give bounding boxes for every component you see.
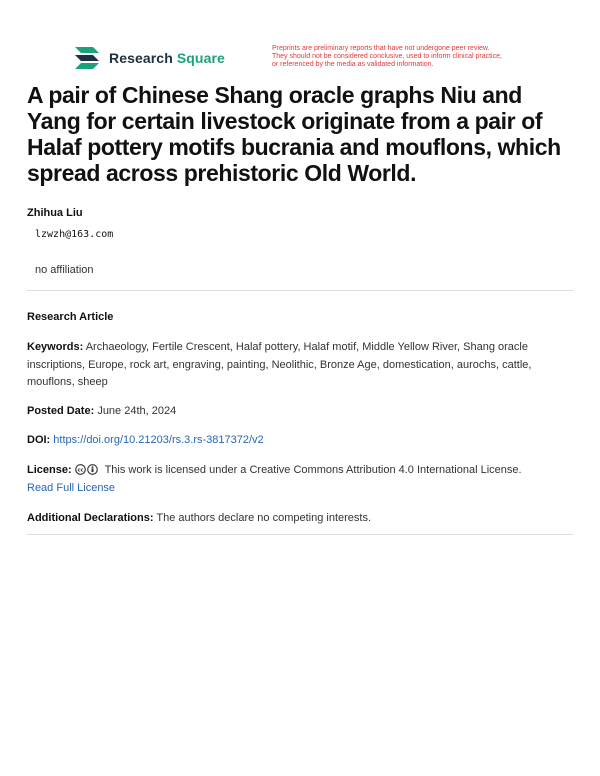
article-type: Research Article — [27, 311, 114, 323]
notice-line: or referenced by the media as validated information. — [272, 61, 434, 69]
divider — [27, 534, 573, 535]
attribution-icon — [87, 464, 98, 475]
cc-icon — [75, 464, 86, 475]
posted-date-label: Posted Date: — [27, 405, 95, 417]
keywords-label: Keywords: — [27, 341, 84, 353]
paper-title: A pair of Chinese Shang oracle graphs Niu and Yang for certain livestock originate from a pair of Halaf pottery motifs bucrania and mouflons, which spread across prehistoric Old World. — [27, 82, 561, 186]
research-square-logo — [73, 45, 225, 71]
divider — [27, 290, 573, 291]
license-field — [27, 462, 573, 497]
brand-name-research: Research — [109, 50, 177, 66]
author-name: Zhihua Liu — [27, 207, 83, 219]
license-text: This work is licensed under a Creative Commons Attribution 4.0 International License. — [104, 464, 522, 476]
posted-date-field — [27, 403, 573, 421]
read-full-license-link[interactable]: Read Full License — [27, 481, 116, 494]
research-square-logo-icon — [73, 45, 101, 71]
doi-label: DOI: — [27, 434, 51, 446]
brand-name — [109, 50, 225, 66]
declarations-field — [27, 510, 573, 528]
declarations-label: Additional Declarations: — [27, 512, 154, 524]
creative-commons-icons — [75, 464, 99, 475]
posted-date-value: June 24th, 2024 — [97, 405, 177, 417]
brand-name-square: Square — [176, 50, 225, 66]
keywords-field — [27, 339, 573, 392]
license-label: License: — [27, 464, 72, 476]
svg-text:cc: cc — [77, 467, 84, 474]
author-email[interactable]: lzwzh@163.com — [35, 229, 114, 240]
doi-link[interactable]: https://doi.org/10.21203/rs.3.rs-3817372/v2 — [53, 434, 264, 446]
notice-line: Preprints are preliminary reports that have not undergone peer review. — [272, 45, 490, 52]
declarations-value: The authors declare no competing interests. — [156, 512, 372, 524]
notice-line: They should not be considered conclusive, used to inform clinical practice, — [272, 53, 502, 61]
keywords-value: Archaeology, Fertile Crescent, Halaf pottery, Halaf motif, Middle Yellow River, Shang oracle inscriptions, Europe, rock art, engraving, painting, Neolithic, Bronze Age, domestication, aurochs, cattle, mouflons, sheep — [27, 341, 532, 388]
preprint-notice — [272, 45, 562, 70]
doi-field — [27, 432, 573, 450]
author-affiliation: no affiliation — [35, 264, 94, 276]
